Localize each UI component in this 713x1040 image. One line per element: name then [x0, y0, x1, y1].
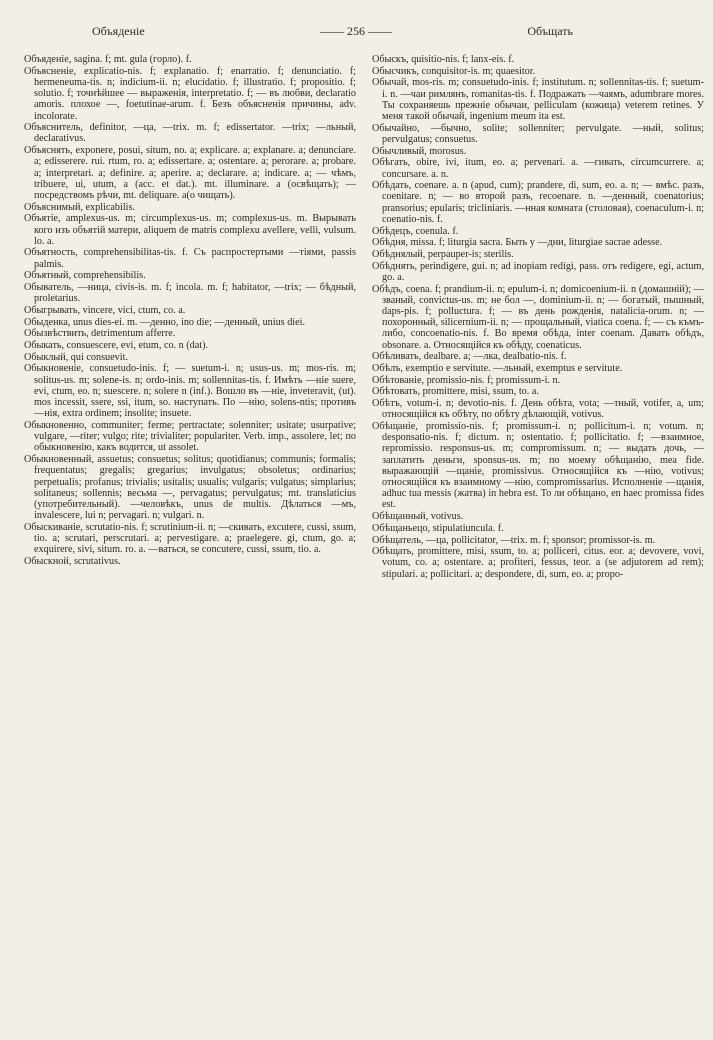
left-column	[24, 54, 356, 568]
header-left-word: Объяденіе	[92, 24, 145, 38]
dictionary-entry: Объятный, comprehensibilis.	[24, 270, 146, 282]
dictionary-entry: Обыскъ, quisitio-nis. f; lanx-eis. f.	[372, 54, 515, 65]
dictionary-entry: Обыкновенно, communiter; ferme; pertractate; solenniter; usitate; usurpative; vulgare, —riter; vulgo; rite; trivialiter; populariter. Verb. imp., assolere, let; по обыкновенію, какъ водится, ut assolet.	[24, 420, 356, 454]
dictionary-entry: Обѣщатель, —ца, pollicitator, —trix. m. f; sponsor; promissor-is. m.	[372, 534, 656, 546]
dictionary-entry: Обысчикъ, conquisitor-is. m; quaesitor.	[372, 65, 536, 77]
right-column	[372, 54, 704, 580]
dictionary-entry: Обѣдать, coenare. a. n (apud, cum); prandere, di, sum, eo. a. n; — вмѣс. разъ, coenitare. n; — во второй разъ, recoenare. n. —денный, coenatorius; pransorius; epularis; tricliniaris. —нная комната (столовая), coenaculum-i. n; coenatio-nis. f.	[372, 180, 704, 225]
dictionary-entry: Объясненіе, explicatio-nis. f; explanatio. f; enarratio. f; denunciatio. f; hermeneuma-tis. n; indicium-ii. n; elucidatio. f; illustratio. f; propositio. f; solutio. f; точнѣйшее — выраженія, interpretatio. f; — въ любви, declaratio amoris. плохое —, foetutinae-arum. f. Безъ объясненія причины, adv. incolorate.	[24, 65, 356, 122]
dictionary-entry: Объяснять, exponere, posui, situm, no. a; explicare. a; explanare. a; denunciare. a; edisserere. rui. rtum, ro. a; edissertare. a; ostentare. a; perorare. a; probare. a; interpretari. a; definire. a; aperire. a; declarare. a; indicare. a; — чѣмъ, tribuere, ui, utum, a (acc. et dat.). mt. illuminare. a (освѣщать); — посредствомъ рѣчи, mt. deliquare. a(о чищать).	[24, 145, 356, 201]
dictionary-entry: Обѣщаньецо, stipulatiuncula. f.	[372, 522, 504, 534]
dictionary-entry: Обѣтовать, promittere, misi, ssum, to. a.	[372, 386, 539, 398]
dictionary-entry: Обѣдецъ, coenula. f.	[372, 225, 459, 237]
dictionary-entry: Обызвѣствить, detrimentum afferre.	[24, 328, 176, 340]
dictionary-entry: Обыскиваніе, scrutatio-nis. f; scrutinium-ii. n; —скивать, excutere, cussi, ssum, tio. a; scrutari, perscrutari. a; pervestigare. a; praelegere. gi, ctum, go. a; exquirere, sivi, situm. ro. a. —ваться, se concutere, cussi, ssum, tio. a.	[24, 521, 356, 556]
dictionary-entry: Обычливый, morosus.	[372, 145, 467, 157]
dictionary-entry: Обыкновеніе, consuetudo-inis. f; — suetum-i. n; usus-us. m; mos-ris. m; solitus-us. m; solene-is. n; ordo-inis. m; sollennitas-tis. f. Имѣть —ніе suere, evi, ctum, eo. n; suescere. n; solere n (inf.). Вошло въ —ніе, inveteravit, (ut). mos incessit, ssere, ssi, itum, so. наступать. По —нію, solens-ntis; противъ —нія, extra ordinem; insolite; insuete.	[24, 363, 356, 420]
dictionary-entry: Обычайно, —бычно, solite; sollenniter; pervulgate. —ный, solitus; pervulgatus; consuetus.	[372, 122, 704, 145]
dictionary-entry: Обычай, mos-ris. m; consuetudo-inis. f; institutum. n; sollennitas-tis. f; suetum-i. n. —чаи римлянъ, romanitas-tis. f. Подражать —чаямъ, adumbrare mores. Ты сохраняешь прежніе обычаи, pelliculam (кожица) veterem retines. У меня такой обычай, ingenium meum ita est.	[372, 77, 704, 123]
dictionary-entry: Объяснимый, explicabilis.	[24, 201, 136, 213]
dictionary-entry: Обыденка, unus dies-ei. m. —денно, ino die; —денный, unius diei.	[24, 316, 306, 328]
dictionary-entry: Обѣднять, perindigere, gui. n; ad inopiam redigi, pass. отъ redigere, egi, actum, go. a.	[372, 260, 704, 283]
dictionary-entry: Обыватель, —ница, civis-is. m. f; incola. m. f; habitator, —trix; — бѣдный, proletarius.	[24, 282, 356, 305]
dictionary-entry: Обѣщаніе, promissio-nis. f; promissum-i. n; pollicitum-i. n; votum. n; desponsatio-nis. f; dictum. n; ostentatio. f; pollicitatio. f; —взаимное, repromissio. responsus-us. m; compromissum. n; — выдать дочь, — заплатить деньги, sponsus-us. m; по моему обѣщанію, mea fide. выражающій —щаніе, promissivus. Относящійся къ —нію, votivus; относящійся къ взаимному —нію, compromissarius. Исполненіе —щанія, adhuc tua messis (жатва) in hebra est. То ли обѣщано, en haec promissa fides est.	[372, 421, 704, 511]
page-number: —— 256 ——	[320, 24, 392, 38]
header-right-word: Объщать	[527, 24, 573, 38]
dictionary-entry: Обѣдъ, coena. f; prandium-ii. n; epulum-i. n; domicoenium-ii. n (домашній); — званый, convictus-us. m; не бол —, dominium-ii. n; — богатый, пышный, daps-pis. f; pollucturа. f; — въ день рожденія, natalicia-orum. n; — похоронный, silicernium-ii. n; — прощальный, viatica coena. f; — съ къмъ-либо, concoenatio-nis. f. Во время обѣда, inter coenam. Давать обѣдъ, obsonare. a. Относящійся къ обѣду, coenaticus.	[372, 283, 704, 351]
dictionary-entry: Обѣлъ, exemptio e servitute. —льный, exemptus e servitute.	[372, 362, 623, 374]
dictionary-entry: Обѣщанный, votivus.	[372, 511, 464, 523]
dictionary-entry: Обѣтъ, votum-i. n; devotio-nis. f. День обѣта, vota; —тный, votifer, a, um; относящійся къ обѣту, по обѣту дѣлающій, votivus.	[372, 398, 704, 421]
dictionary-entry: Обѣтованіе, promissio-nis. f; promissum-i. n.	[372, 374, 561, 386]
dictionary-entry: Обѣднялый, perpauper-is; sterilis.	[372, 248, 514, 260]
dictionary-entry: Обыклый, qui consuevit.	[24, 351, 128, 363]
column-divider	[355, 50, 356, 1020]
page-header	[20, 24, 693, 42]
dictionary-entry: Обыскной, scrutativus.	[24, 555, 121, 567]
dictionary-entry: Обыкать, consuescere, evi, etum, co. n (dat).	[24, 340, 209, 352]
dictionary-entry: Обыгрывать, vincere, vici, ctum, co. a.	[24, 304, 186, 316]
dictionary-entry: Обѣдня, missa. f; liturgia sacra. Быть у —дни, liturgiae sacrae adesse.	[372, 237, 663, 249]
dictionary-entry: Объяденіе, sagina. f; mt. gula (горло). f.	[24, 54, 192, 65]
dictionary-entry: Обѣщать, promittere, misi, ssum, to. a; polliceri, citus. eor. a; devovere, vovi, votum, co. a; ostentare. a; profiteri, fessus, teor. a (se adjutorem ad rem); stipulari. a; pollicitari. a; despondere, di, sum, eo. a; propo-	[372, 546, 704, 580]
dictionary-entry: Обыкновенный, assuetus; consuetus; solitus; quotidianus; communis; formalis; frequentatus; gregalis; gregarius; invulgatus; obsoletus; ordinarius; perpetualis; profanus; trivialis; usitalis; usualis; vulgaris; vulgatus; simplarius; solitaneus; sollennis; весьма —, pervagatus; pervulgatus; mt. translaticius (употребительный). —человѣкъ, unus de multis. Дѣлаться —мъ, invalescere, lui n; pervagari. n; vulgari. n.	[24, 454, 356, 522]
dictionary-entry: Обѣгать, obire, ivi, itum, eo. a; pervenari. a. —гивать, circumcurrere. a; concursare. a. n.	[372, 157, 704, 180]
dictionary-entry: Объяснитель, definitor, —ца, —trix. m. f; edissertator. —trix; —льный, declarativus.	[24, 122, 356, 145]
dictionary-entry: Объятіе, amplexus-us. m; circumplexus-us. m; complexus-us. m. Вырывать кого изъ объятій матери, aliquem de matris complexu avellere, velli, vulsum. lo. a.	[24, 213, 356, 247]
dictionary-entry: Обѣливать, dealbare. a; —лка, dealbatio-nis. f.	[372, 351, 567, 363]
dictionary-entry: Объятность, comprehensibilitas-tis. f. Съ распростертыми —тіями, passis palmis.	[24, 247, 356, 270]
